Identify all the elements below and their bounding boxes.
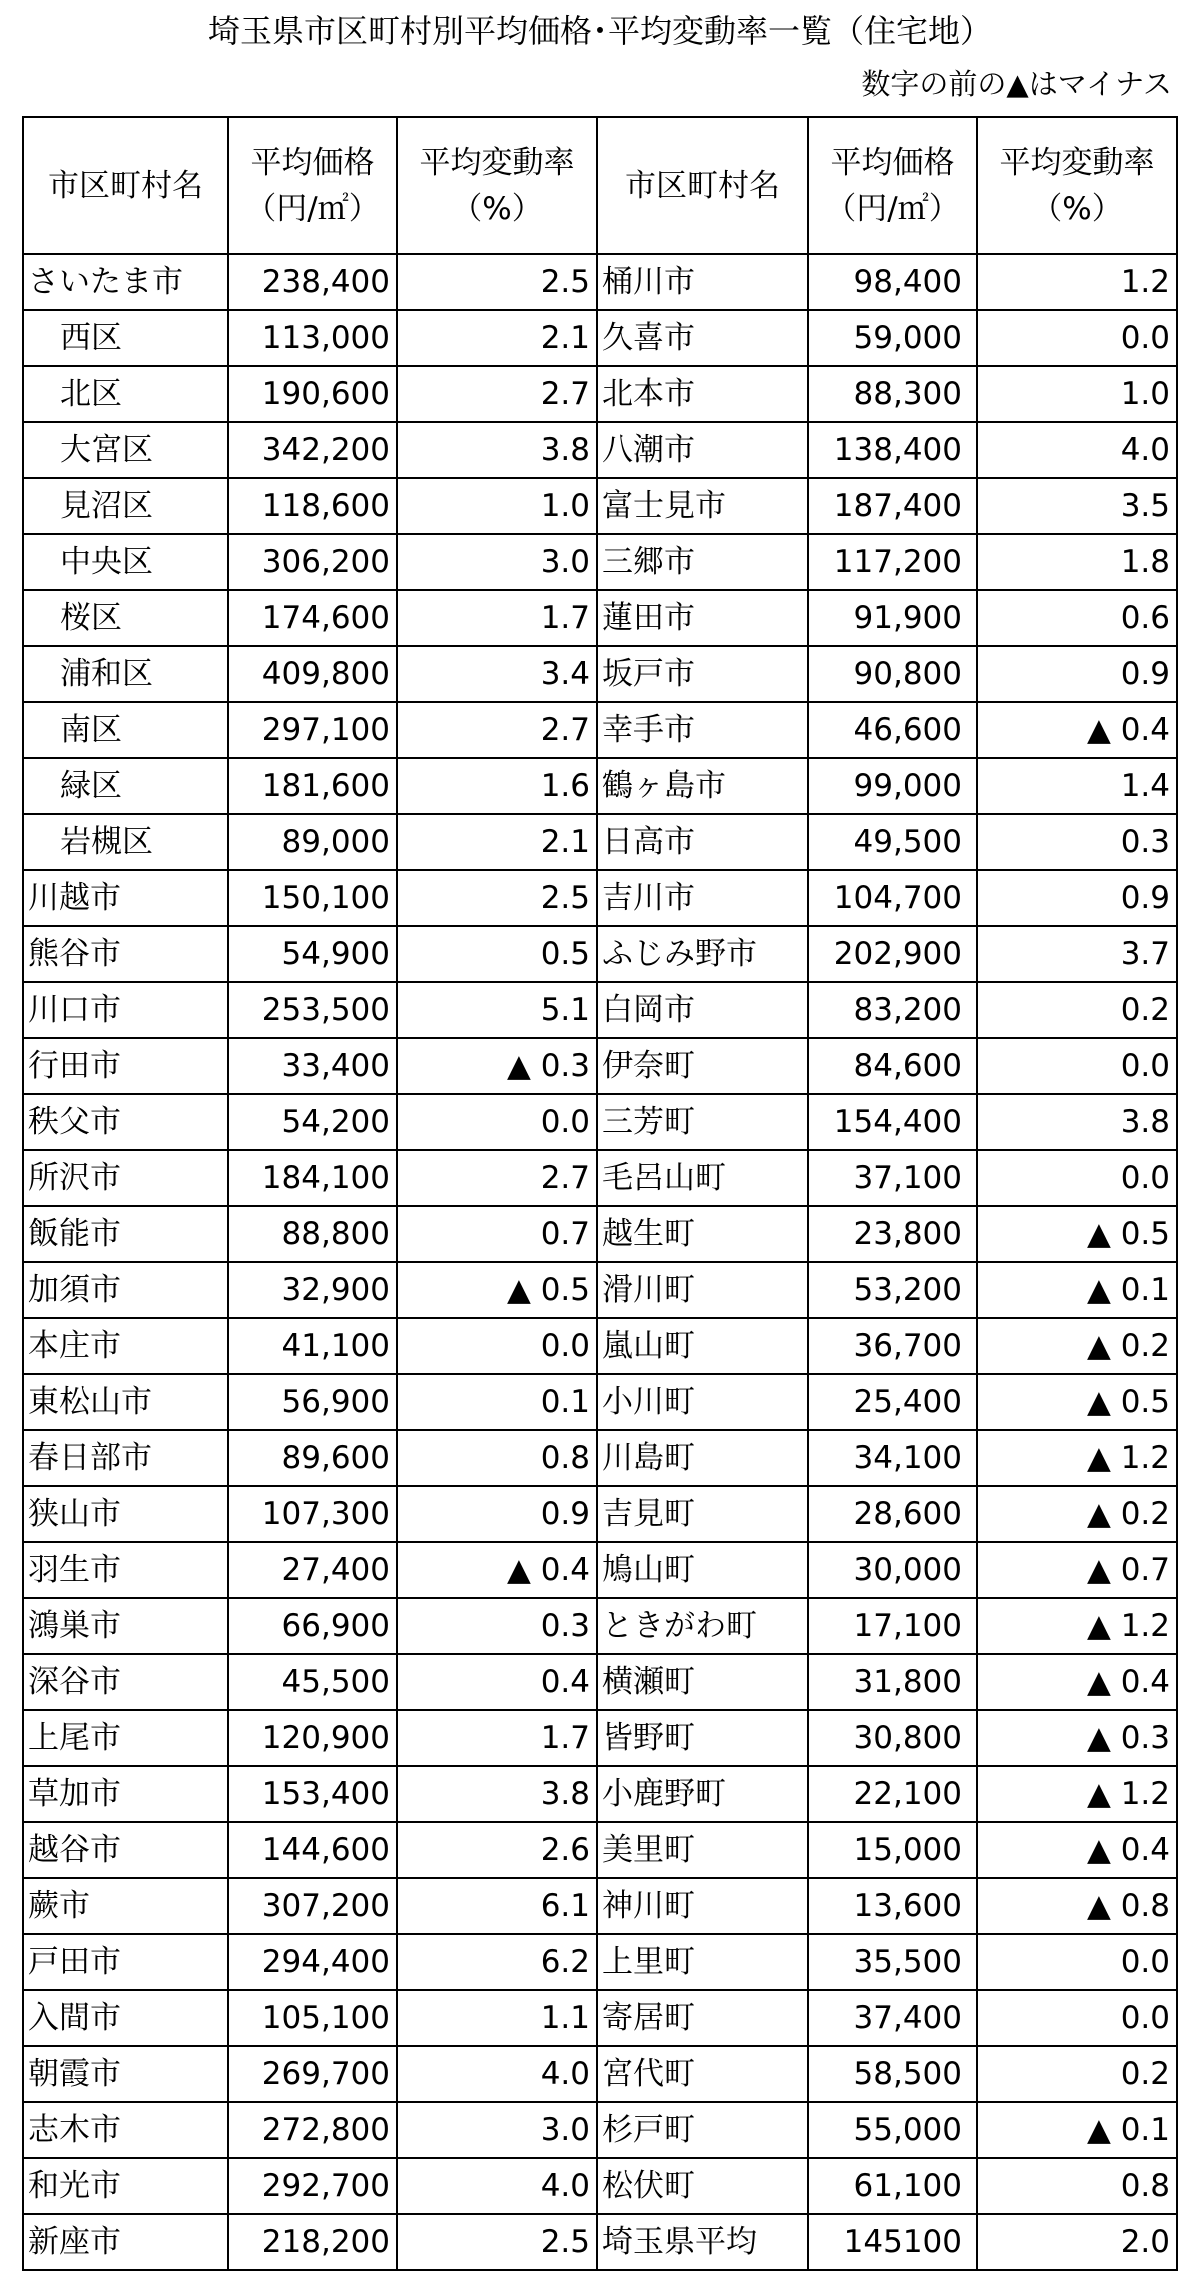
change-rate-right: ▲ 0.2	[977, 1486, 1177, 1542]
change-rate-left: 3.8	[397, 1766, 597, 1822]
average-price-right: 34,100	[808, 1430, 977, 1486]
change-rate-right: 3.7	[977, 926, 1177, 982]
average-price-left: 107,300	[228, 1486, 397, 1542]
change-rate-left: ▲ 0.5	[397, 1262, 597, 1318]
average-price-left: 27,400	[228, 1542, 397, 1598]
municipality-name-right: 埼玉県平均	[597, 2214, 808, 2270]
municipality-name-right: 久喜市	[597, 310, 808, 366]
municipality-name-left: 浦和区	[23, 646, 228, 702]
change-rate-right: 0.0	[977, 1038, 1177, 1094]
municipality-name-left: 新座市	[23, 2214, 228, 2270]
municipality-name-left: 川口市	[23, 982, 228, 1038]
municipality-name-right: 小川町	[597, 1374, 808, 1430]
municipality-name-right: 鶴ヶ島市	[597, 758, 808, 814]
average-price-left: 190,600	[228, 366, 397, 422]
municipality-name-left: 所沢市	[23, 1150, 228, 1206]
average-price-right: 117,200	[808, 534, 977, 590]
municipality-name-right: 北本市	[597, 366, 808, 422]
municipality-name-right: 三郷市	[597, 534, 808, 590]
average-price-left: 218,200	[228, 2214, 397, 2270]
municipality-name-right: 八潮市	[597, 422, 808, 478]
municipality-name-right: 毛呂山町	[597, 1150, 808, 1206]
table-row	[23, 926, 1177, 982]
average-price-left: 120,900	[228, 1710, 397, 1766]
average-price-left: 307,200	[228, 1878, 397, 1934]
change-rate-left: 3.0	[397, 2102, 597, 2158]
average-price-right: 84,600	[808, 1038, 977, 1094]
change-rate-right: ▲ 0.4	[977, 1822, 1177, 1878]
change-rate-left: 4.0	[397, 2046, 597, 2102]
average-price-right: 13,600	[808, 1878, 977, 1934]
municipality-name-right: 越生町	[597, 1206, 808, 1262]
table-row	[23, 1710, 1177, 1766]
average-price-left: 144,600	[228, 1822, 397, 1878]
average-price-left: 181,600	[228, 758, 397, 814]
change-rate-left: 1.0	[397, 478, 597, 534]
average-price-left: 45,500	[228, 1654, 397, 1710]
average-price-right: 53,200	[808, 1262, 977, 1318]
municipality-name-left: 行田市	[23, 1038, 228, 1094]
change-rate-right: ▲ 1.2	[977, 1766, 1177, 1822]
table-row	[23, 1150, 1177, 1206]
table-row	[23, 590, 1177, 646]
municipality-name-right: 杉戸町	[597, 2102, 808, 2158]
average-price-left: 292,700	[228, 2158, 397, 2214]
municipality-name-left: 上尾市	[23, 1710, 228, 1766]
average-price-left: 118,600	[228, 478, 397, 534]
change-rate-right: ▲ 0.8	[977, 1878, 1177, 1934]
average-price-right: 37,100	[808, 1150, 977, 1206]
municipality-name-right: 小鹿野町	[597, 1766, 808, 1822]
average-price-right: 187,400	[808, 478, 977, 534]
change-rate-right: 0.8	[977, 2158, 1177, 2214]
municipality-name-left: 中央区	[23, 534, 228, 590]
average-price-right: 37,400	[808, 1990, 977, 2046]
average-price-left: 33,400	[228, 1038, 397, 1094]
change-rate-left: 2.7	[397, 366, 597, 422]
municipality-name-right: 富士見市	[597, 478, 808, 534]
change-rate-right: 0.9	[977, 646, 1177, 702]
table-row	[23, 1878, 1177, 1934]
municipality-name-right: 伊奈町	[597, 1038, 808, 1094]
average-price-right: 138,400	[808, 422, 977, 478]
average-price-left: 41,100	[228, 1318, 397, 1374]
municipality-name-left: 草加市	[23, 1766, 228, 1822]
municipality-name-right: 皆野町	[597, 1710, 808, 1766]
change-rate-right: ▲ 0.1	[977, 2102, 1177, 2158]
change-rate-right: 0.0	[977, 1934, 1177, 1990]
header-name-left: 市区町村名	[23, 117, 228, 254]
municipality-name-left: 春日部市	[23, 1430, 228, 1486]
table-row	[23, 2046, 1177, 2102]
average-price-right: 55,000	[808, 2102, 977, 2158]
change-rate-left: 3.8	[397, 422, 597, 478]
average-price-left: 153,400	[228, 1766, 397, 1822]
average-price-left: 32,900	[228, 1262, 397, 1318]
municipality-name-left: 桜区	[23, 590, 228, 646]
average-price-left: 409,800	[228, 646, 397, 702]
change-rate-right: 1.0	[977, 366, 1177, 422]
municipality-name-right: 白岡市	[597, 982, 808, 1038]
average-price-right: 104,700	[808, 870, 977, 926]
average-price-left: 105,100	[228, 1990, 397, 2046]
average-price-left: 88,800	[228, 1206, 397, 1262]
average-price-right: 49,500	[808, 814, 977, 870]
change-rate-left: 3.0	[397, 534, 597, 590]
average-price-right: 15,000	[808, 1822, 977, 1878]
change-rate-right: 0.0	[977, 1990, 1177, 2046]
municipality-name-right: 蓮田市	[597, 590, 808, 646]
change-rate-left: 1.1	[397, 1990, 597, 2046]
table-row	[23, 534, 1177, 590]
average-price-right: 30,000	[808, 1542, 977, 1598]
average-price-right: 99,000	[808, 758, 977, 814]
average-price-left: 174,600	[228, 590, 397, 646]
change-rate-right: ▲ 0.3	[977, 1710, 1177, 1766]
average-price-right: 145100	[808, 2214, 977, 2270]
municipality-name-left: 羽生市	[23, 1542, 228, 1598]
average-price-right: 46,600	[808, 702, 977, 758]
average-price-right: 90,800	[808, 646, 977, 702]
municipality-name-right: 神川町	[597, 1878, 808, 1934]
table-row	[23, 1262, 1177, 1318]
change-rate-right: 1.2	[977, 254, 1177, 310]
change-rate-right: ▲ 0.5	[977, 1206, 1177, 1262]
municipality-name-left: 戸田市	[23, 1934, 228, 1990]
change-rate-right: 2.0	[977, 2214, 1177, 2270]
average-price-left: 306,200	[228, 534, 397, 590]
table-row	[23, 366, 1177, 422]
header-price-right: 平均価格 （円/㎡）	[808, 117, 977, 254]
change-rate-left: 1.6	[397, 758, 597, 814]
average-price-left: 184,100	[228, 1150, 397, 1206]
average-price-left: 89,000	[228, 814, 397, 870]
average-price-left: 66,900	[228, 1598, 397, 1654]
municipality-name-right: 吉見町	[597, 1486, 808, 1542]
table-row	[23, 1038, 1177, 1094]
minus-sign-note: 数字の前の▲はマイナス	[861, 67, 1172, 101]
table-row	[23, 1990, 1177, 2046]
average-price-right: 23,800	[808, 1206, 977, 1262]
change-rate-right: ▲ 0.4	[977, 1654, 1177, 1710]
header-name-right: 市区町村名	[597, 117, 808, 254]
change-rate-right: ▲ 0.1	[977, 1262, 1177, 1318]
change-rate-left: 5.1	[397, 982, 597, 1038]
change-rate-right: ▲ 1.2	[977, 1430, 1177, 1486]
change-rate-left: ▲ 0.4	[397, 1542, 597, 1598]
change-rate-left: 0.5	[397, 926, 597, 982]
table-row	[23, 478, 1177, 534]
average-price-left: 238,400	[228, 254, 397, 310]
average-price-right: 30,800	[808, 1710, 977, 1766]
municipality-name-left: 蕨市	[23, 1878, 228, 1934]
municipality-name-left: 越谷市	[23, 1822, 228, 1878]
average-price-left: 113,000	[228, 310, 397, 366]
municipality-name-left: 加須市	[23, 1262, 228, 1318]
municipality-name-right: 横瀬町	[597, 1654, 808, 1710]
municipality-name-right: 日高市	[597, 814, 808, 870]
municipality-name-left: 朝霞市	[23, 2046, 228, 2102]
change-rate-left: 0.4	[397, 1654, 597, 1710]
average-price-right: 83,200	[808, 982, 977, 1038]
municipality-name-left: 和光市	[23, 2158, 228, 2214]
municipality-name-right: 松伏町	[597, 2158, 808, 2214]
change-rate-right: 1.4	[977, 758, 1177, 814]
change-rate-left: 0.7	[397, 1206, 597, 1262]
change-rate-right: 0.6	[977, 590, 1177, 646]
municipality-name-right: ときがわ町	[597, 1598, 808, 1654]
change-rate-left: 2.5	[397, 254, 597, 310]
municipality-name-left: 東松山市	[23, 1374, 228, 1430]
change-rate-right: 3.8	[977, 1094, 1177, 1150]
change-rate-left: 2.1	[397, 814, 597, 870]
municipality-name-right: ふじみ野市	[597, 926, 808, 982]
change-rate-left: 4.0	[397, 2158, 597, 2214]
change-rate-left: 2.5	[397, 870, 597, 926]
municipality-name-right: 川島町	[597, 1430, 808, 1486]
header-price-left: 平均価格 （円/㎡）	[228, 117, 397, 254]
average-price-right: 154,400	[808, 1094, 977, 1150]
table-row	[23, 2158, 1177, 2214]
table-row	[23, 1766, 1177, 1822]
average-price-right: 35,500	[808, 1934, 977, 1990]
change-rate-right: ▲ 0.2	[977, 1318, 1177, 1374]
municipality-name-left: 大宮区	[23, 422, 228, 478]
average-price-left: 150,100	[228, 870, 397, 926]
municipality-name-left: 見沼区	[23, 478, 228, 534]
average-price-right: 22,100	[808, 1766, 977, 1822]
table-header-row	[23, 117, 1177, 254]
average-price-right: 25,400	[808, 1374, 977, 1430]
municipality-name-left: 秩父市	[23, 1094, 228, 1150]
change-rate-left: 0.0	[397, 1318, 597, 1374]
municipality-name-left: 熊谷市	[23, 926, 228, 982]
header-rate-right: 平均変動率 （%）	[977, 117, 1177, 254]
municipality-name-right: 吉川市	[597, 870, 808, 926]
change-rate-right: 3.5	[977, 478, 1177, 534]
table-row	[23, 982, 1177, 1038]
change-rate-left: 2.5	[397, 2214, 597, 2270]
header-rate-left: 平均変動率 （%）	[397, 117, 597, 254]
average-price-right: 91,900	[808, 590, 977, 646]
municipality-name-left: 鴻巣市	[23, 1598, 228, 1654]
municipality-name-right: 嵐山町	[597, 1318, 808, 1374]
average-price-left: 54,200	[228, 1094, 397, 1150]
average-price-left: 56,900	[228, 1374, 397, 1430]
municipality-name-left: 志木市	[23, 2102, 228, 2158]
change-rate-left: 3.4	[397, 646, 597, 702]
table-row	[23, 1486, 1177, 1542]
municipality-name-left: 北区	[23, 366, 228, 422]
table-row	[23, 2214, 1177, 2270]
table-row	[23, 1374, 1177, 1430]
average-price-left: 54,900	[228, 926, 397, 982]
table-row	[23, 1542, 1177, 1598]
table-row	[23, 1430, 1177, 1486]
municipality-name-left: 入間市	[23, 1990, 228, 2046]
average-price-right: 17,100	[808, 1598, 977, 1654]
change-rate-left: ▲ 0.3	[397, 1038, 597, 1094]
change-rate-left: 0.8	[397, 1430, 597, 1486]
table-row	[23, 1206, 1177, 1262]
table-row	[23, 646, 1177, 702]
municipality-name-left: 緑区	[23, 758, 228, 814]
municipality-name-right: 桶川市	[597, 254, 808, 310]
change-rate-left: 1.7	[397, 1710, 597, 1766]
average-price-left: 253,500	[228, 982, 397, 1038]
average-price-left: 89,600	[228, 1430, 397, 1486]
municipality-name-left: 川越市	[23, 870, 228, 926]
table-row	[23, 1822, 1177, 1878]
municipality-name-left: 本庄市	[23, 1318, 228, 1374]
change-rate-right: ▲ 0.4	[977, 702, 1177, 758]
municipality-name-left: 深谷市	[23, 1654, 228, 1710]
change-rate-right: 4.0	[977, 422, 1177, 478]
change-rate-left: 2.7	[397, 702, 597, 758]
municipality-name-left: 西区	[23, 310, 228, 366]
change-rate-right: 0.0	[977, 1150, 1177, 1206]
change-rate-right: 0.3	[977, 814, 1177, 870]
change-rate-left: 0.9	[397, 1486, 597, 1542]
table-row	[23, 702, 1177, 758]
change-rate-right: 1.8	[977, 534, 1177, 590]
table-row	[23, 310, 1177, 366]
average-price-right: 98,400	[808, 254, 977, 310]
municipality-name-left: 狭山市	[23, 1486, 228, 1542]
municipality-name-right: 坂戸市	[597, 646, 808, 702]
table-row	[23, 2102, 1177, 2158]
table-row	[23, 814, 1177, 870]
change-rate-left: 2.1	[397, 310, 597, 366]
municipality-name-left: 南区	[23, 702, 228, 758]
change-rate-left: 0.3	[397, 1598, 597, 1654]
municipality-name-right: 滑川町	[597, 1262, 808, 1318]
municipality-name-right: 三芳町	[597, 1094, 808, 1150]
change-rate-left: 1.7	[397, 590, 597, 646]
change-rate-right: ▲ 1.2	[977, 1598, 1177, 1654]
average-price-left: 294,400	[228, 1934, 397, 1990]
municipality-name-right: 鳩山町	[597, 1542, 808, 1598]
average-price-right: 36,700	[808, 1318, 977, 1374]
average-price-right: 58,500	[808, 2046, 977, 2102]
average-price-left: 269,700	[228, 2046, 397, 2102]
average-price-left: 342,200	[228, 422, 397, 478]
table-row	[23, 870, 1177, 926]
change-rate-left: 0.0	[397, 1094, 597, 1150]
average-price-left: 297,100	[228, 702, 397, 758]
average-price-right: 202,900	[808, 926, 977, 982]
change-rate-left: 2.7	[397, 1150, 597, 1206]
average-price-right: 61,100	[808, 2158, 977, 2214]
table-row	[23, 758, 1177, 814]
change-rate-right: 0.9	[977, 870, 1177, 926]
table-row	[23, 254, 1177, 310]
table-row	[23, 1654, 1177, 1710]
change-rate-right: 0.2	[977, 2046, 1177, 2102]
change-rate-right: ▲ 0.5	[977, 1374, 1177, 1430]
average-price-right: 88,300	[808, 366, 977, 422]
municipality-name-right: 幸手市	[597, 702, 808, 758]
table-row	[23, 1318, 1177, 1374]
change-rate-left: 6.2	[397, 1934, 597, 1990]
table-row	[23, 1094, 1177, 1150]
average-price-right: 28,600	[808, 1486, 977, 1542]
table-row	[23, 1598, 1177, 1654]
municipality-name-right: 美里町	[597, 1822, 808, 1878]
change-rate-right: 0.2	[977, 982, 1177, 1038]
municipality-name-left: 飯能市	[23, 1206, 228, 1262]
average-price-left: 272,800	[228, 2102, 397, 2158]
change-rate-left: 2.6	[397, 1822, 597, 1878]
table-row	[23, 422, 1177, 478]
page-title: 埼玉県市区町村別平均価格･平均変動率一覧（住宅地）	[207, 12, 992, 50]
municipality-name-right: 寄居町	[597, 1990, 808, 2046]
municipality-name-left: 岩槻区	[23, 814, 228, 870]
average-price-right: 31,800	[808, 1654, 977, 1710]
municipality-name-left: さいたま市	[23, 254, 228, 310]
change-rate-left: 6.1	[397, 1878, 597, 1934]
change-rate-right: ▲ 0.7	[977, 1542, 1177, 1598]
change-rate-right: 0.0	[977, 310, 1177, 366]
average-price-right: 59,000	[808, 310, 977, 366]
change-rate-left: 0.1	[397, 1374, 597, 1430]
table-row	[23, 1934, 1177, 1990]
table-body	[23, 254, 1177, 2270]
price-table	[22, 116, 1178, 2271]
municipality-name-right: 上里町	[597, 1934, 808, 1990]
municipality-name-right: 宮代町	[597, 2046, 808, 2102]
